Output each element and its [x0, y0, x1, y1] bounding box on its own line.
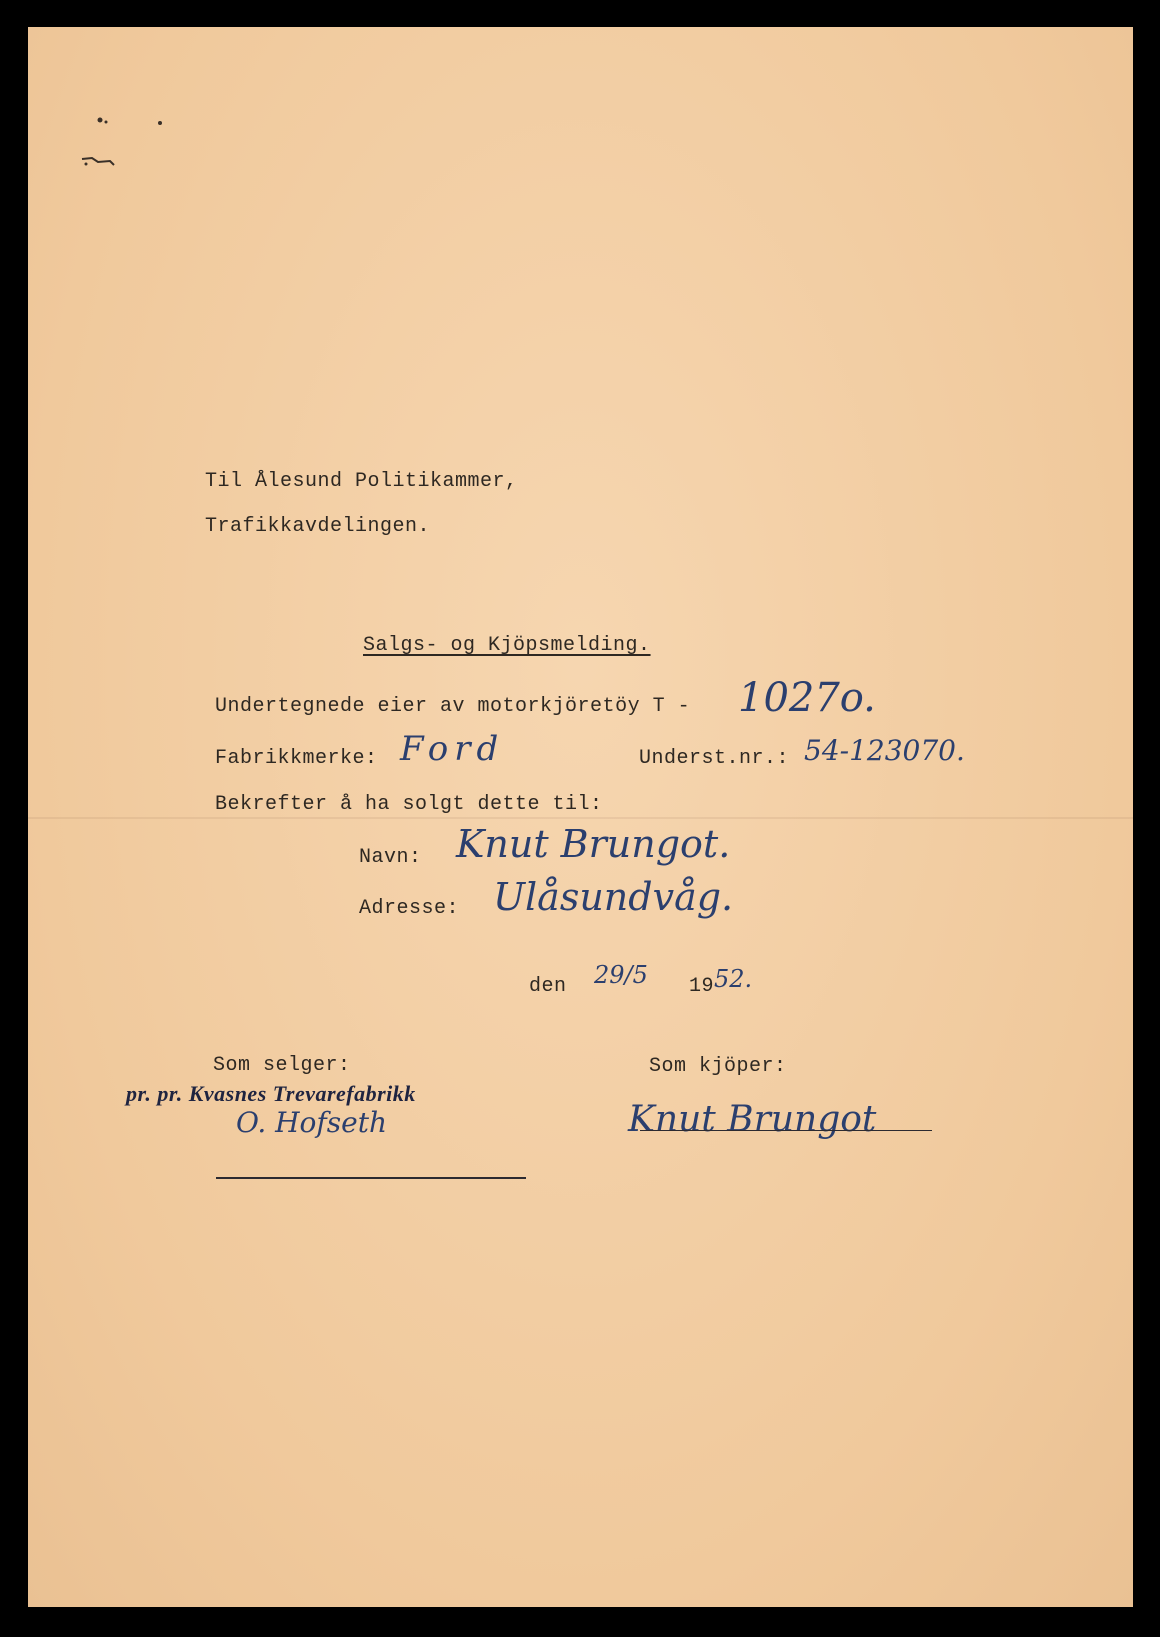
date-year-suffix: 52.	[714, 965, 753, 993]
chassis-number: 54-123070.	[804, 734, 965, 767]
make-label: Fabrikkmerke:	[215, 747, 378, 770]
buyer-address: Ulåsundvåg.	[493, 875, 734, 919]
seller-label: Som selger:	[213, 1054, 351, 1077]
seller-company-stamp: pr. pr. Kvasnes Trevarefabrikk	[126, 1081, 416, 1106]
address-label: Adresse:	[359, 897, 460, 920]
registration-number: 1027o.	[738, 675, 876, 721]
document-title: Salgs- og Kjöpsmelding.	[363, 634, 651, 657]
date-year-prefix: 19	[689, 975, 715, 998]
make-value: Ford	[400, 729, 505, 769]
recipient-line-1: Til Ålesund Politikammer,	[205, 470, 518, 493]
date-day-month: 29/5	[594, 961, 648, 989]
seller-signature: O. Hofseth	[236, 1106, 387, 1139]
confirmation-text: Bekrefter å ha solgt dette til:	[215, 793, 603, 816]
buyer-signature: Knut Brungot	[628, 1099, 877, 1140]
buyer-signature-line	[640, 1130, 932, 1131]
chassis-label: Underst.nr.:	[639, 747, 790, 770]
document-page	[28, 27, 1133, 1607]
buyer-sign-label: Som kjöper:	[649, 1055, 787, 1078]
name-label: Navn:	[359, 846, 422, 869]
ink-specks	[78, 112, 168, 182]
recipient-line-2: Trafikkavdelingen.	[205, 515, 431, 538]
paper-fold	[28, 817, 1133, 819]
buyer-name: Knut Brungot.	[456, 822, 731, 866]
seller-signature-line	[216, 1177, 526, 1179]
owner-label: Undertegnede eier av motorkjöretöy T -	[215, 695, 691, 718]
date-prefix: den	[529, 975, 567, 998]
